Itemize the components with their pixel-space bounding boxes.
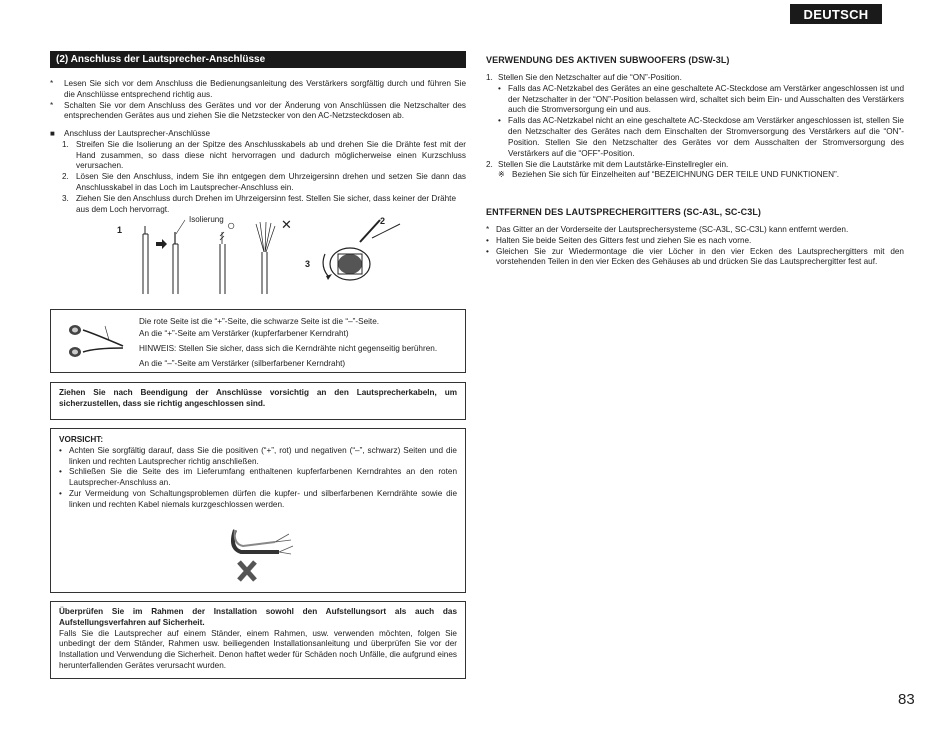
subwoofer-reference-text: Beziehen Sie sich für Einzelheiten auf “BEZEICHNUNG DER TEILE UND FUNKTIONEN”. <box>512 170 839 180</box>
safety-check-box <box>50 601 466 679</box>
step-item <box>50 172 466 194</box>
page-number: 83 <box>898 691 915 708</box>
reference-marker: ※ <box>498 170 505 180</box>
subwoofer-step <box>486 160 904 171</box>
bullet-marker: • <box>486 246 489 256</box>
safety-check-body: Falls Sie die Lautsprecher auf einem Ständer, einem Rahmen, usw. verwenden möchten, folgen Sie unbedingt der dem Ständer, Rahmen usw. beiliegenden Installationsanleitung und überprüfen Sie vor der Installation und Verwendung die Sicherheit. Denon haftet weder für Schäden noch Unfälle, die aufgrund eines herunterfallenden Gerätes verursacht wurden. <box>59 628 457 671</box>
ok-mark: ○ <box>227 217 236 233</box>
bullet-marker: • <box>59 445 62 455</box>
bullet-marker: • <box>486 235 489 245</box>
grille-title: ENTFERNEN DES LAUTSPRECHERGITTERS (SC-A3L, SC-C3L) <box>486 207 762 217</box>
steps-block <box>50 129 466 216</box>
section-title-bar: (2) Anschluss der Lautsprecher-Anschlüsse <box>50 51 466 68</box>
caution-box <box>50 428 466 593</box>
subwoofer-step-text: Stellen Sie den Netzschalter auf die “ON”-Position. <box>498 73 682 82</box>
pull-check-text: Ziehen Sie nach Beendigung der Anschlüsse vorsichtig an den Lautsprecherkabeln, um sicherzustellen, dass sie richtig angeschlossen sind. <box>59 388 457 408</box>
grille-section <box>486 225 904 268</box>
subwoofer-reference <box>498 170 904 181</box>
caution-title: VORSICHT: <box>59 435 104 444</box>
note-text: Lesen Sie sich vor dem Anschluss die Bedienungsanleitung des Verstärkers sorgfältig durch und führen Sie die Anschlüsse entsprechend richtig aus. <box>64 79 466 99</box>
bullet-marker: • <box>498 116 501 126</box>
caution-item <box>59 467 457 489</box>
asterisk-marker: * <box>50 100 54 110</box>
cable-polarity-icon <box>65 322 127 362</box>
subwoofer-step-text: Stellen Sie die Lautstärke mit dem Lautstärke-Einstellregler ein. <box>498 159 729 169</box>
asterisk-marker: * <box>50 79 54 88</box>
polarity-line-4: An die “–”-Seite am Verstärker (silberfarbener Kerndraht) <box>139 358 346 368</box>
caution-text: Achten Sie sorgfältig darauf, dass Sie die positiven (“+”, rot) und negativen (“–”, schwarz) Seiten und die linken und rechten Lautsprecher richtig anschließen. <box>69 445 457 466</box>
isolation-label: Isolierung <box>189 215 224 224</box>
subwoofer-bullet-text: Falls das AC-Netzkabel des Gerätes an eine geschaltete AC-Steckdose am Verstärker angeschlossen ist und der Netzschalter in der “ON”-Position belassen wird, schaltet sich beim Ein- und Ausschalten des Verstärkers auch die Stromversorgung ein und aus. <box>508 83 904 115</box>
caution-item <box>59 489 457 511</box>
safety-check-title: Überprüfen Sie im Rahmen der Installation sowohl den Aufstellungsort als auch das Aufstellungsverfahren auf Sicherheit. <box>59 607 457 627</box>
step-item <box>50 194 466 216</box>
bullet-marker: • <box>498 83 501 93</box>
step-number: 1. <box>486 73 493 82</box>
subwoofer-section <box>486 73 904 181</box>
grille-text: Halten Sie beide Seiten des Gitters fest und ziehen Sie es nach vorne. <box>496 235 752 245</box>
language-tab: DEUTSCH <box>790 4 882 24</box>
subwoofer-title: VERWENDUNG DES AKTIVEN SUBWOOFERS (DSW-3L) <box>486 55 730 65</box>
note-item <box>50 101 466 123</box>
step-text: Streifen Sie die Isolierung an der Spitze des Anschlusskabels ab und drehen Sie die Drähte fest mit der Hand zusammen, so dass diese nicht hervorragen und dadurch möglicherweise einen Kurzschluss verursachen. <box>76 139 466 171</box>
precaution-notes <box>50 79 466 122</box>
caution-text: Schließen Sie die Seite des im Lieferumfang enthaltenen kupferfarbenen Kerndrahtes an den roten Lautsprecher-Anschluss an. <box>69 467 457 488</box>
bullet-marker: • <box>59 467 62 477</box>
grille-item <box>486 236 904 247</box>
ng-mark: ✕ <box>281 217 292 232</box>
caution-text: Zur Vermeidung von Schaltungsproblemen dürfen die kupfer- und silberfarbenen Kerndrähte sowie die linken und rechten Kabel niemals kurzgeschlossen werden. <box>69 489 457 509</box>
square-marker: ■ <box>50 129 55 138</box>
subwoofer-bullet <box>498 116 904 159</box>
grille-item <box>486 247 904 269</box>
square-item-text: Anschluss der Lautsprecher-Anschlüsse <box>64 129 211 138</box>
square-item <box>50 129 466 140</box>
wiring-figure <box>110 214 430 296</box>
grille-text: Das Gitter an der Vorderseite der Lautsprechersysteme (SC-A3L, SC-C3L) kann entfernt werden. <box>496 225 849 234</box>
subwoofer-bullet-text: Falls das AC-Netzkabel nicht an eine geschaltete AC-Steckdose am Verstärker angeschlossen ist, stellen Sie den Netzschalter des Gerätes nach dem Einschalten der Stromversorgung des Verstärkers auf die “ON”-Position. Stellen Sie den Netzschalter des Gerätes vor dem Ausschalten der Stromversorgung des Verstärkers auf die “OFF”-Position. <box>508 116 904 158</box>
polarity-line-2: An die “+”-Seite am Verstärker (kupferfarbener Kerndraht) <box>139 328 349 338</box>
step-number: 2. <box>62 172 69 182</box>
step-number: 2. <box>486 159 493 169</box>
subwoofer-step <box>486 73 904 84</box>
caution-item <box>59 446 457 468</box>
figure-step-2-label: 2 <box>380 216 386 226</box>
asterisk-marker: * <box>486 225 490 234</box>
grille-text: Gleichen Sie zur Wiedermontage die vier Löcher in den vier Ecken des Lautsprechergitters mit den vorstehenden Teilen in den vier Ecken des Gehäuses ab und drücken Sie das Lautsprechergitter fest auf. <box>496 246 904 267</box>
note-text: Schalten Sie vor dem Anschluss des Gerätes und vor der Änderung von Anschlüssen die Netzschalter des entsprechenden Gerätes aus und ziehen Sie die Netzstecker von den AC-Netzsteckdosen ab. <box>64 100 466 121</box>
short-circuit-warning-illustration <box>229 524 299 586</box>
subwoofer-bullet <box>498 84 904 116</box>
pull-check-box <box>50 382 466 420</box>
figure-step-3-label: 3 <box>305 259 311 269</box>
figure-step-1-label: 1 <box>117 225 123 235</box>
step-number: 1. <box>62 139 69 149</box>
grille-item <box>486 225 904 236</box>
note-item <box>50 79 466 101</box>
bullet-marker: • <box>59 489 62 499</box>
step-text: Ziehen Sie den Anschluss durch Drehen im Uhrzeigersinn fest. Stellen Sie sicher, dass keiner der Drähte aus dem Loch hervorragt. <box>76 193 457 214</box>
step-number: 3. <box>62 193 69 203</box>
step-text: Lösen Sie den Anschluss, indem Sie ihn entgegen dem Uhrzeigersinn drehen und setzen Sie dann das Anschlusskabel in das Loch im Lautsprecher-Anschluss ein. <box>76 172 466 193</box>
polarity-box <box>50 309 466 373</box>
polarity-note: HINWEIS: Stellen Sie sicher, dass sich die Kerndrähte nicht gegenseitig berühren. <box>139 343 438 353</box>
polarity-line-1: Die rote Seite ist die “+”-Seite, die schwarze Seite ist die “–”-Seite. <box>139 317 380 326</box>
step-item <box>50 140 466 172</box>
wire-stripping-illustration <box>110 214 430 296</box>
